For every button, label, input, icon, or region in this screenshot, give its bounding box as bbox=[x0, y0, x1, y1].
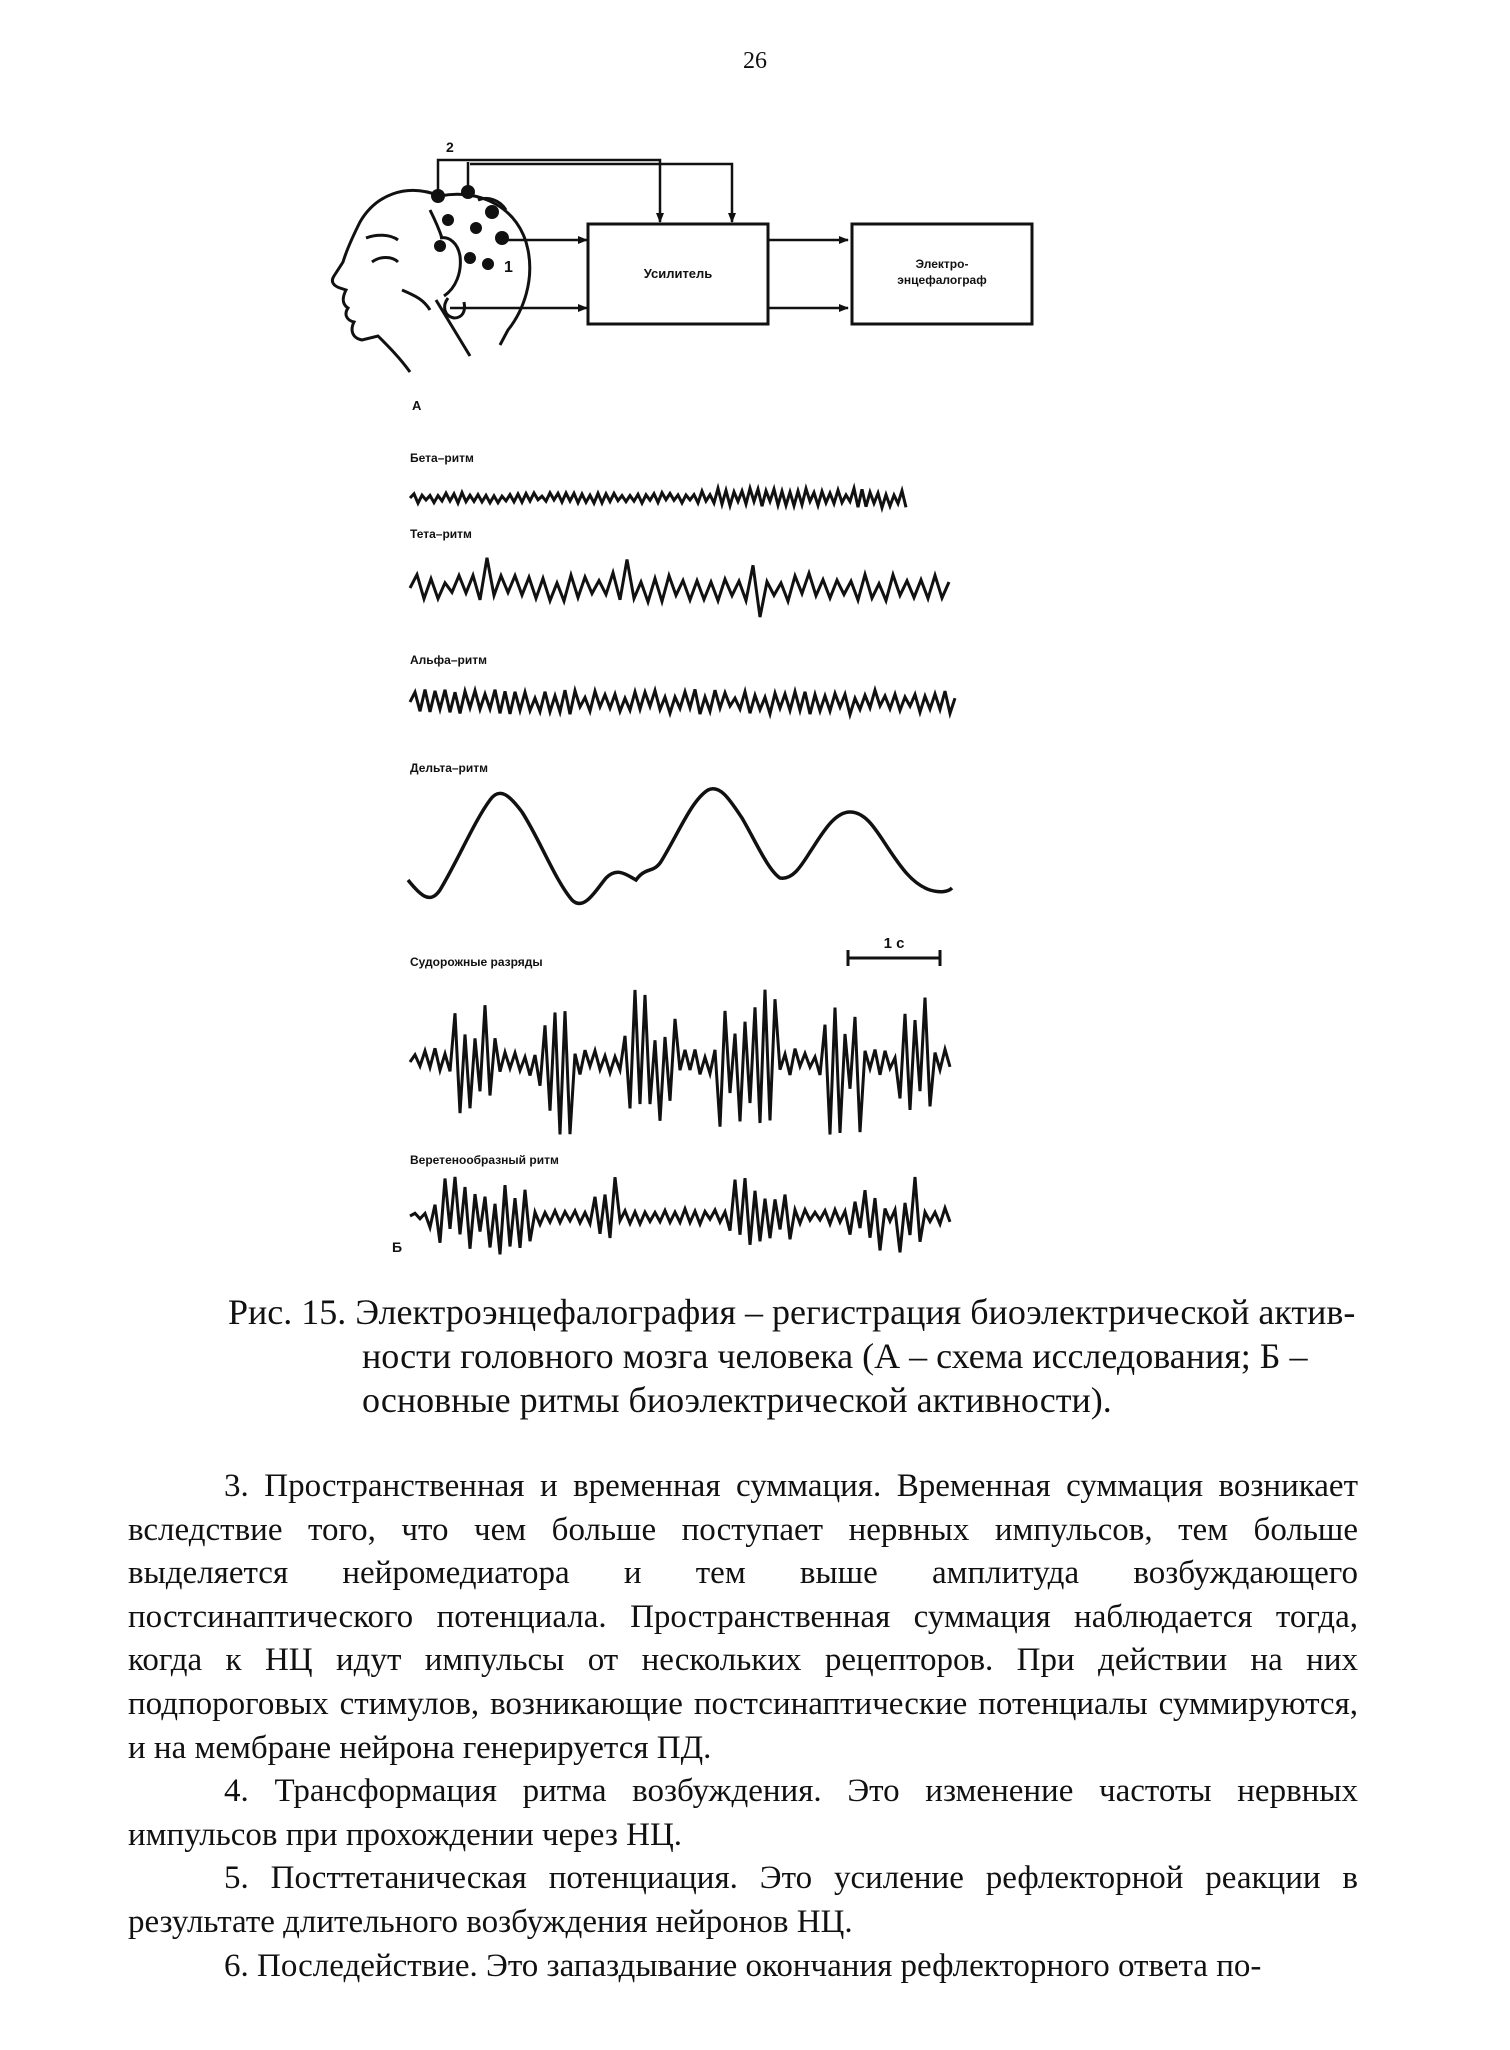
paragraph: 6. Последействие. Это запаздывание окончания рефлекторного ответа по- bbox=[224, 1947, 1262, 1984]
head-profile-illustration bbox=[332, 190, 529, 372]
amplifier-label: Усилитель bbox=[643, 266, 713, 281]
paragraph: 5. Посттетаническая потенциация. Это усиление рефлекторной реакции в результате длительного возбуждения нейронов НЦ. bbox=[128, 1860, 1358, 1940]
beta-rhythm-label: Бета–ритм bbox=[410, 451, 474, 465]
delta-rhythm-label: Дельта–ритм bbox=[410, 761, 488, 775]
electrode-label-2: 2 bbox=[446, 139, 454, 155]
paragraph: 4. Трансформация ритма возбуждения. Это изменение частоты нервных импульсов при прохождении через НЦ. bbox=[128, 1773, 1358, 1853]
electrode-dots bbox=[431, 185, 509, 270]
eeg-device-label-line2: энцефалограф bbox=[897, 273, 987, 287]
eeg-device-label-line1: Электро- bbox=[915, 257, 969, 271]
beta-rhythm-trace bbox=[410, 488, 906, 507]
caption-line-3: основные ритмы биоэлектрической активности). bbox=[362, 1380, 1112, 1420]
body-text bbox=[128, 1465, 1358, 1988]
seizure-discharges-label: Судорожные разряды bbox=[410, 955, 543, 969]
panel-b-label: Б bbox=[392, 1239, 403, 1255]
electrode-label-1: 1 bbox=[504, 259, 513, 276]
page-number: 26 bbox=[743, 48, 767, 74]
panel-a-label: А bbox=[412, 398, 422, 413]
paragraph: 3. Пространственная и временная суммация. Временная суммация возникает вследствие того, что чем больше поступает нервных импульсов, тем больше выделяется нейромедиатора и тем выше амплитуда возбуждающего постсинаптического потенциала. Пространственная суммация наблюдается тогда, когда к НЦ идут импульсы от нескольких рецепторов. При действии на них подпороговых стимулов, возникающие постсинаптические потенциалы суммируются, и на мембране нейрона генерируется ПД. bbox=[128, 1468, 1358, 1766]
time-scale-bar bbox=[848, 950, 940, 966]
caption-line-2: ности головного мозга человека (А – схема исследования; Б – bbox=[362, 1336, 1308, 1376]
spindle-rhythm-trace bbox=[410, 1177, 950, 1255]
theta-rhythm-label: Тета–ритм bbox=[410, 527, 472, 541]
caption-line-1: Рис. 15. Электроэнцефалография – регистрация биоэлектрической актив- bbox=[228, 1292, 1356, 1332]
figure-caption bbox=[228, 1290, 1358, 1422]
time-scale-label: 1 с bbox=[883, 935, 905, 952]
delta-rhythm-trace bbox=[408, 789, 952, 904]
theta-rhythm-trace bbox=[410, 558, 949, 617]
spindle-rhythm-label: Веретенообразный ритм bbox=[410, 1153, 559, 1167]
alpha-rhythm-label: Альфа–ритм bbox=[410, 653, 487, 667]
alpha-rhythm-trace bbox=[410, 689, 955, 714]
seizure-discharges-trace bbox=[410, 990, 950, 1135]
